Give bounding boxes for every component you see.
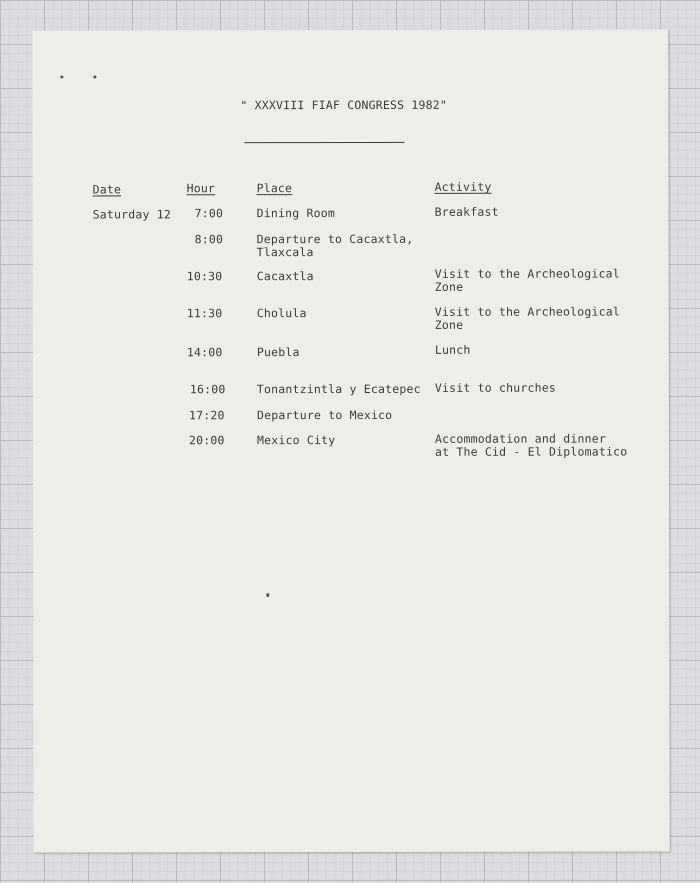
row-activity: Accommodation and dinner at The Cid - El Diplomatico	[434, 431, 628, 459]
row-hour: 20:00	[188, 433, 225, 448]
row-activity: Visit to the Archeological Zone	[434, 304, 621, 332]
row-place: Puebla	[256, 345, 300, 360]
row-hour: 16:00	[189, 382, 226, 397]
header-activity: Activity	[434, 179, 492, 194]
row-activity: Visit to churches	[434, 380, 557, 395]
ink-speck	[93, 75, 96, 78]
document-title: " XXXVIII FIAF CONGRESS 1982"	[240, 97, 448, 113]
row-place: Cacaxtla	[256, 269, 314, 284]
ink-speck	[266, 593, 269, 597]
row-activity: Lunch	[434, 342, 471, 357]
row-place: Cholula	[256, 306, 307, 321]
document-sheet	[32, 29, 669, 852]
row-hour: 17:20	[188, 408, 225, 423]
header-hour: Hour	[186, 181, 216, 196]
title-underline	[244, 142, 404, 143]
ink-speck	[60, 76, 63, 79]
row-place: Departure to Cacaxtla, Tlaxcala	[256, 231, 414, 260]
row-hour: 11:30	[186, 306, 223, 321]
row-place: Dining Room	[256, 206, 335, 221]
row-hour: 8:00	[194, 232, 224, 247]
schedule-date: Saturday 12	[92, 207, 171, 222]
row-place: Departure to Mexico	[256, 407, 393, 423]
row-activity: Breakfast	[434, 204, 499, 219]
row-hour: 10:30	[186, 269, 223, 284]
row-place: Tonantzintla y Ecatepec	[256, 381, 421, 397]
row-hour: 14:00	[186, 345, 223, 360]
header-date: Date	[92, 182, 122, 197]
row-hour: 7:00	[194, 206, 224, 221]
row-place: Mexico City	[256, 433, 336, 448]
row-activity: Visit to the Archeological Zone	[434, 266, 620, 294]
header-place: Place	[256, 181, 293, 196]
